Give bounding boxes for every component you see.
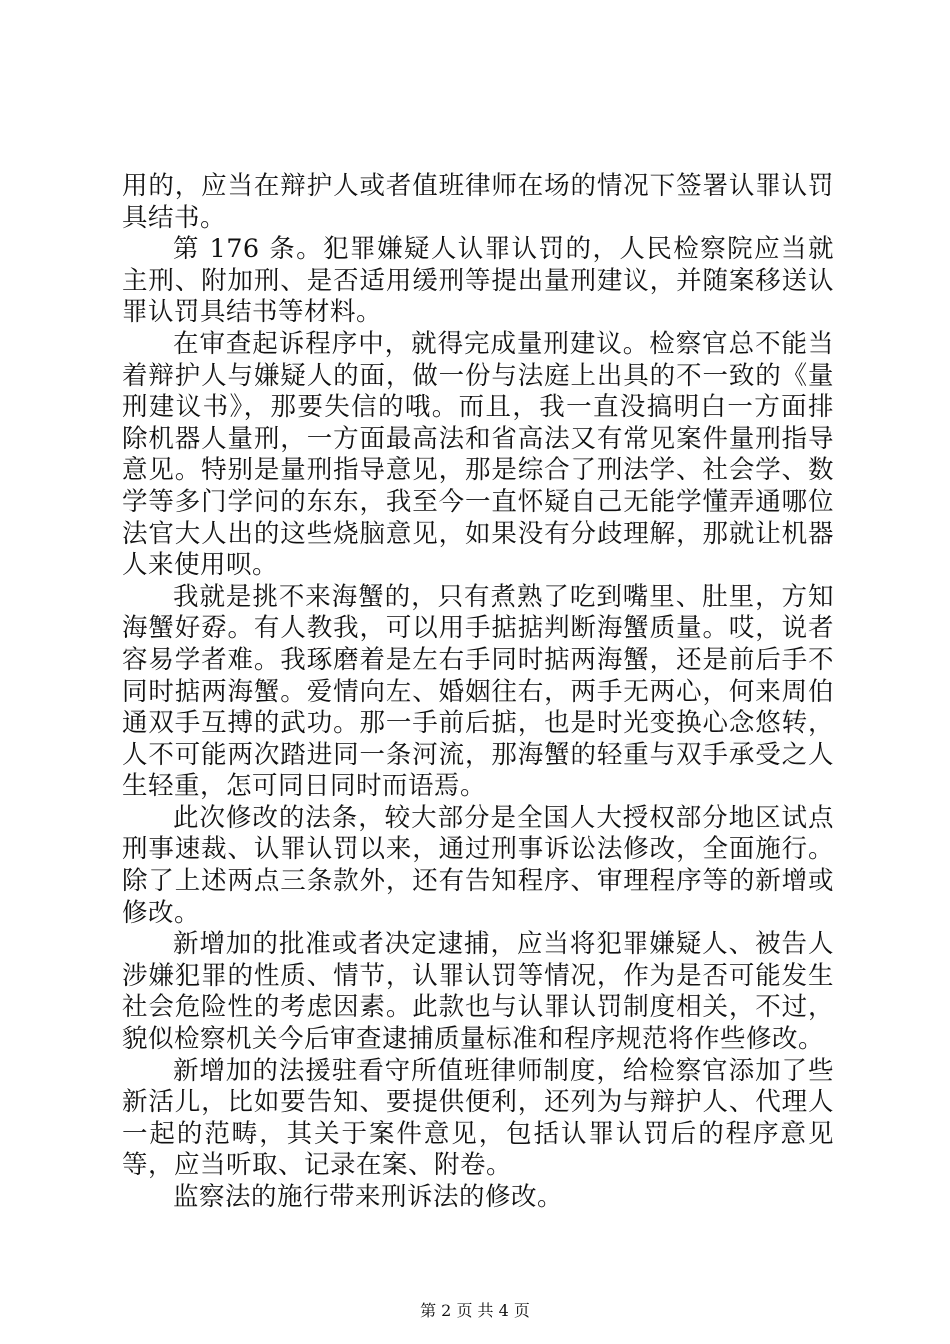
paragraph: 监察法的施行带来刑诉法的修改。 bbox=[173, 1182, 564, 1212]
paragraph: 我就是挑不来海蟹的，只有煮熟了吃到嘴里、肚里，方知海蟹好孬。有人教我，可以用手掂掂判断海蟹质量。哎，说者容易学者难。我琢磨着是左右手同时掂两海蟹，还是前后手不同时掂两海蟹。爱情向左、婚姻往右，两手无两心，何来周伯通双手互搏的武功。那一手前后掂，也是时光变换心念悠转，人不可能两次踏进同一条河流，那海蟹的轻重与双手承受之人生轻重，怎可同日同时而语焉。 bbox=[122, 581, 834, 802]
document-body bbox=[122, 171, 834, 1214]
paragraph: 新增加的法援驻看守所值班律师制度，给检察官添加了些新活儿，比如要告知、要提供便利，还列为与辩护人、代理人一起的范畴，其关于案件意见，包括认罪认罚后的程序意见等，应当听取、记录在案、附卷。 bbox=[122, 1055, 834, 1181]
page-number-footer: 第 2 页 共 4 页 bbox=[420, 1301, 530, 1320]
paragraph: 第 176 条。犯罪嫌疑人认罪认罚的，人民检察院应当就主刑、附加刑、是否适用缓刑等提出量刑建议，并随案移送认罪认罚具结书等材料。 bbox=[122, 234, 834, 328]
paragraph: 在审查起诉程序中，就得完成量刑建议。检察官总不能当着辩护人与嫌疑人的面，做一份与法庭上出具的不一致的《量刑建议书》，那要失信的哦。而且，我一直没搞明白一方面排除机器人量刑，一方面最高法和省高法又有常见案件量刑指导意见。特别是量刑指导意见，那是综合了刑法学、社会学、数学等多门学问的东东，我至今一直怀疑自己无能学懂弄通哪位法官大人出的这些烧脑意见，如果没有分歧理解，那就让机器人来使用呗。 bbox=[122, 328, 834, 581]
paragraph: 新增加的批准或者决定逮捕，应当将犯罪嫌疑人、被告人涉嫌犯罪的性质、情节，认罪认罚等情况，作为是否可能发生社会危险性的考虑因素。此款也与认罪认罚制度相关，不过，貌似检察机关今后审查逮捕质量标准和程序规范将作些修改。 bbox=[122, 929, 834, 1055]
paragraph: 用的，应当在辩护人或者值班律师在场的情况下签署认罪认罚具结书。 bbox=[122, 171, 834, 233]
paragraph: 此次修改的法条，较大部分是全国人大授权部分地区试点刑事速裁、认罪认罚以来，通过刑事诉讼法修改，全面施行。除了上述两点三条款外，还有告知程序、审理程序等的新增或修改。 bbox=[122, 802, 834, 928]
